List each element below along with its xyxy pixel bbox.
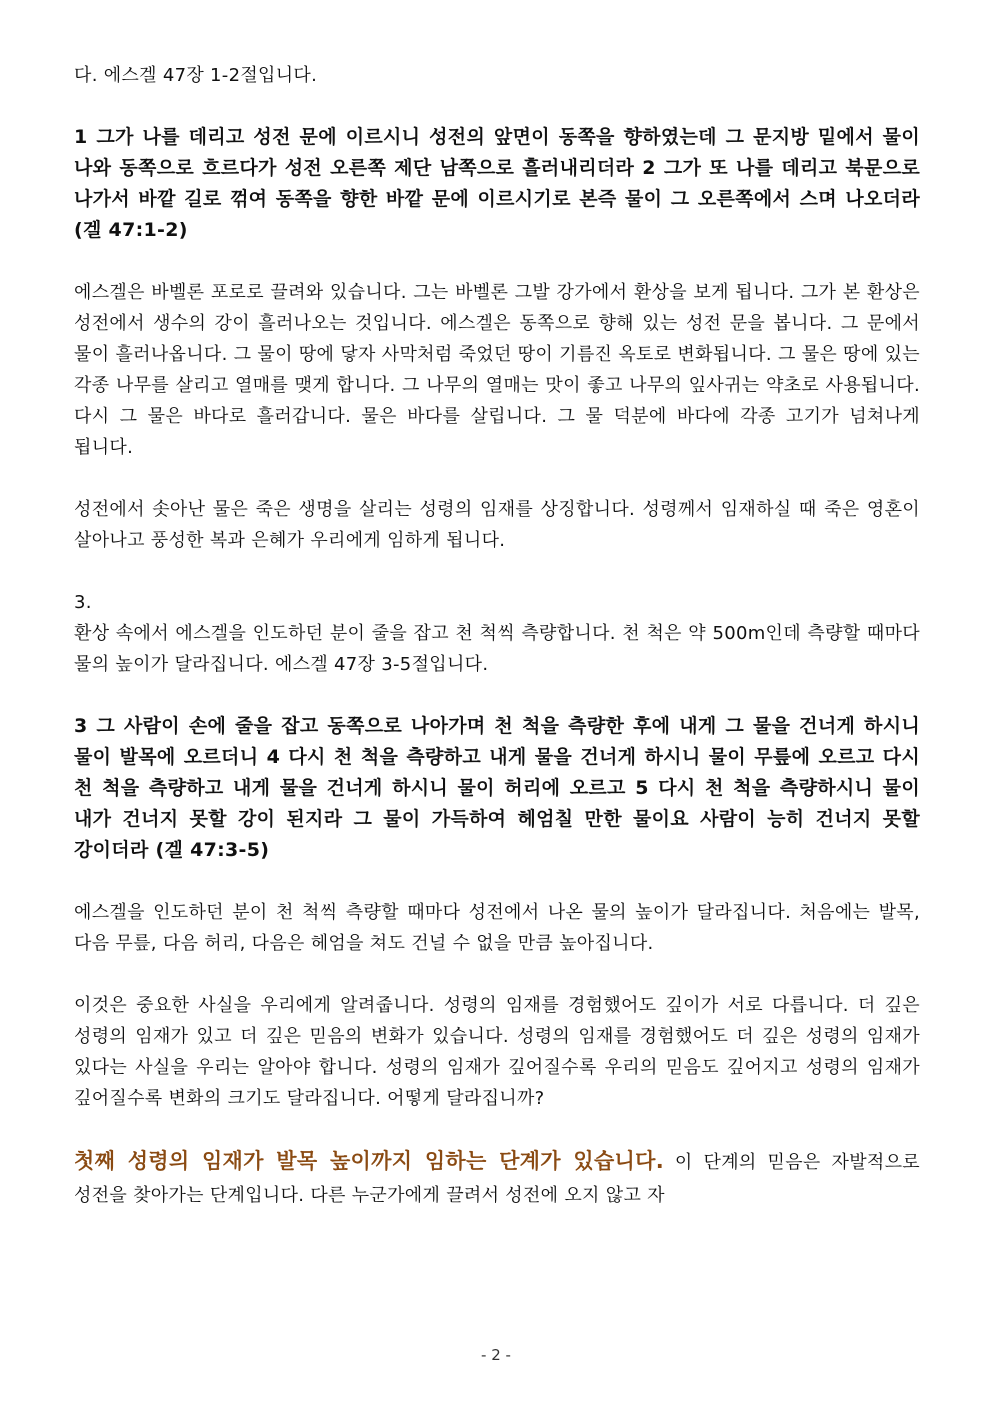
- scripture-quote: 3 그 사람이 손에 줄을 잡고 동쪽으로 나아가며 천 척을 측량한 후에 내게 그 물을 건너게 하시니 물이 발목에 오르더니 4 다시 천 척을 측량하고 내게 물을 건너게 하시니 물이 무릎에 오르고 다시 천 척을 측량하고 내게 물을 건너게 하시니 물이 허리에 오르고 5 다시 천 척을 측량하시니 물이 내가 건너지 못할 강이 된지라 그 물이 가득하여 헤엄칠 만한 물이요 사람이 능히 건너지 못할 강이더라 (겔 47:3-5): [74, 715, 920, 861]
- paragraph: 성전에서 솟아난 물은 죽은 생명을 살리는 성령의 임재를 상징합니다. 성령께서 임재하실 때 죽은 영혼이 살아나고 풍성한 복과 은혜가 우리에게 임하게 됩니다.: [74, 499, 920, 551]
- section-number: 3.: [74, 592, 92, 613]
- page-number: - 2 -: [481, 1346, 511, 1364]
- paragraph: 에스겔은 바벨론 포로로 끌려와 있습니다. 그는 바벨론 그발 강가에서 환상을 보게 됩니다. 그가 본 환상은 성전에서 생수의 강이 흘러나오는 것입니다. 에스겔은 동쪽으로 향해 있는 성전 문을 봅니다. 그 문에서 물이 흘러나옵니다. 그 물이 땅에 닿자 사막처럼 죽었던 땅이 기름진 옥토로 변화됩니다. 그 물은 땅에 있는 각종 나무를 살리고 열매를 맺게 합니다. 그 나무의 열매는 맛이 좋고 나무의 잎사귀는 약초로 사용됩니다. 다시 그 물은 바다로 흘러갑니다. 물은 바다를 살립니다. 그 물 덕분에 바다에 각종 고기가 넘쳐나게 됩니다.: [74, 282, 920, 458]
- paragraph-with-heading: [74, 1145, 920, 1212]
- paragraph: 다. 에스겔 47장 1-2절입니다.: [74, 65, 318, 86]
- document-body: [74, 60, 920, 1212]
- paragraph-text: 이 단계의 믿음은 자발적으로 성전을 찾아가는 단계입니다. 다른 누군가에게 끌려서 성전에 오지 않고 자: [74, 1152, 920, 1206]
- paragraph: 환상 속에서 에스겔을 인도하던 분이 줄을 잡고 천 척씩 측량합니다. 천 척은 약 500m인데 측량할 때마다 물의 높이가 달라집니다. 에스겔 47장 3-5절입니다.: [74, 623, 920, 675]
- section-heading: 첫째 성령의 임재가 발목 높이까지 임하는 단계가 있습니다.: [74, 1149, 664, 1173]
- paragraph: 에스겔을 인도하던 분이 천 척씩 측량할 때마다 성전에서 나온 물의 높이가 달라집니다. 처음에는 발목, 다음 무릎, 다음 허리, 다음은 헤엄을 쳐도 건널 수 없을 만큼 높아집니다.: [74, 902, 920, 954]
- scripture-quote: 1 그가 나를 데리고 성전 문에 이르시니 성전의 앞면이 동쪽을 향하였는데 그 문지방 밑에서 물이 나와 동쪽으로 흐르다가 성전 오른쪽 제단 남쪽으로 흘러내리더라 2 그가 또 나를 데리고 북문으로 나가서 바깥 길로 꺾여 동쪽을 향한 바깥 문에 이르시기로 본즉 물이 그 오른쪽에서 스며 나오더라(겔 47:1-2): [74, 126, 920, 241]
- paragraph: 이것은 중요한 사실을 우리에게 알려줍니다. 성령의 임재를 경험했어도 깊이가 서로 다릅니다. 더 깊은 성령의 임재가 있고 더 깊은 믿음의 변화가 있습니다. 성령의 임재를 경험했어도 더 깊은 성령의 임재가 있다는 사실을 우리는 알아야 합니다. 성령의 임재가 깊어질수록 우리의 믿음도 깊어지고 성령의 임재가 깊어질수록 변화의 크기도 달라집니다. 어떻게 달라집니까?: [74, 995, 920, 1109]
